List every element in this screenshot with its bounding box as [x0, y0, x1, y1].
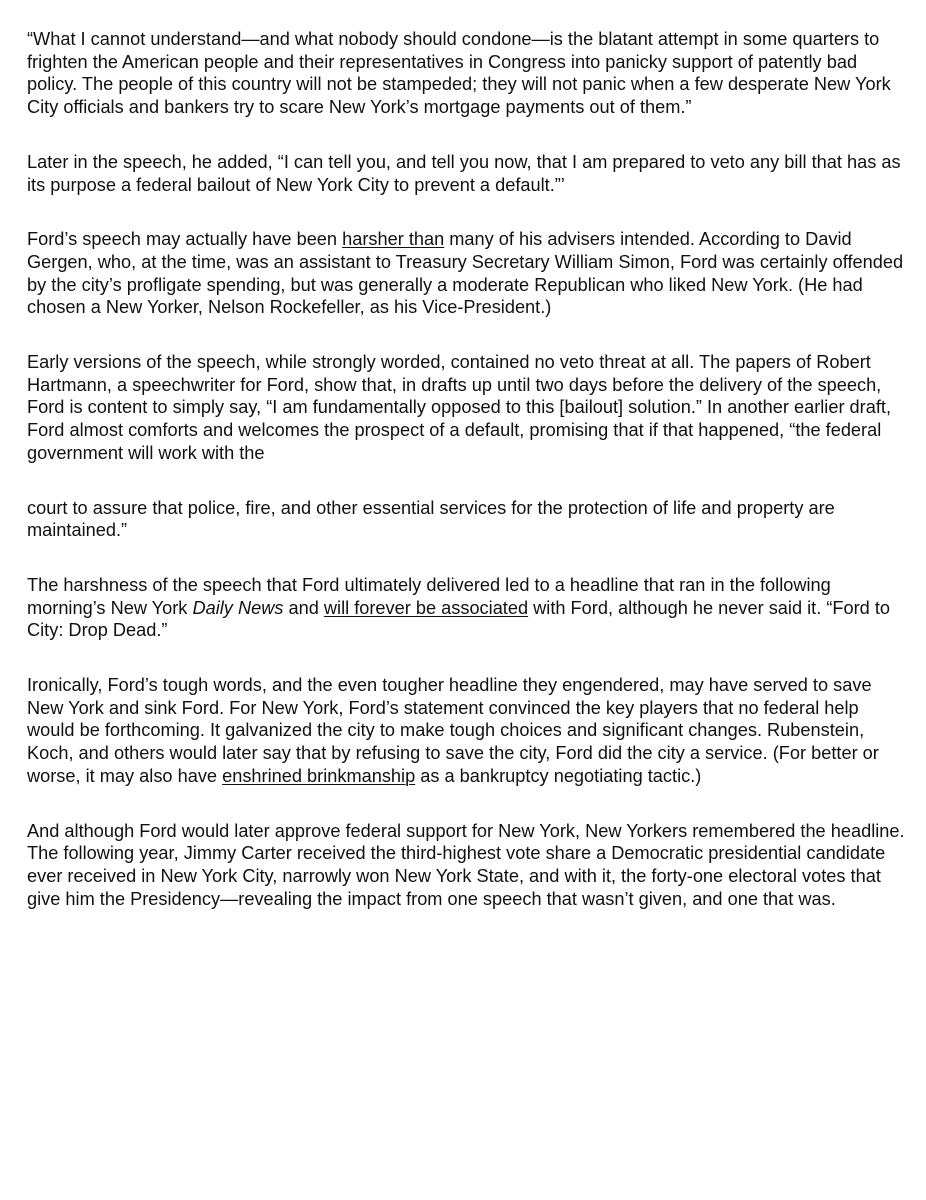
daily-news-title: Daily News — [192, 597, 284, 618]
headline-text-end: with Ford, although he never said it. “Ford to City: Drop Dead.” — [27, 597, 891, 641]
forever-associated-link[interactable]: will forever be associated — [323, 597, 529, 618]
gergen-text-start: Ford’s speech may actually have been — [27, 229, 343, 250]
harsher-than-link[interactable]: harsher than — [342, 229, 445, 250]
enshrined-brinkmanship-link[interactable]: enshrined brinkmanship — [222, 765, 416, 786]
carter-paragraph: And although Ford would later approve federal support for New York, New Yorkers remembered the headline. The following year, Jimmy Carter received the third-highest vote share a Democratic presidential candidate ever received in New York City, narrowly won New York State, and with it, the forty-one electoral votes that give him the Presidency—revealing the impact from one speech that wasn’t given, and one that was. — [27, 820, 905, 909]
veto-quote-paragraph: Later in the speech, he added, “I can tell you, and tell you now, that I am prepared to veto any bill that has as its purpose a federal bailout of New York City to prevent a default.”’ — [27, 151, 901, 195]
early-drafts-paragraph: Early versions of the speech, while strongly worded, contained no veto threat at all. The papers of Robert Hartmann, a speechwriter for Ford, show that, in drafts up until two days before the delivery of the speech, Ford is content to simply say, “I am fundamentally opposed to this [bailout] solution.” In another earlier draft, Ford almost comforts and welcomes the prospect of a default, promising that if that happened, “the federal government will work with the — [27, 352, 892, 463]
draft-continuation-paragraph: court to assure that police, fire, and other essential services for the protection of life and property are maintained.” — [27, 497, 835, 541]
headline-paragraph — [27, 574, 907, 642]
ironically-text-start: Ironically, Ford’s tough words, and the even tougher headline they engendered, may have served to save New York and sink Ford. For New York, Ford’s statement convinced the key players that no federal help would be forthcoming. It galvanized the city to make tough choices and significant changes. Rubenstein, Koch, and others would later say that by refusing to save the city, Ford did the city a service. (For better or worse, it may also have — [27, 675, 879, 786]
headline-text-start: The harshness of the speech that Ford ultimately delivered led to a headline that ran in the following morning’s New York — [27, 574, 831, 618]
headline-text-mid: and — [283, 597, 324, 618]
gergen-paragraph — [27, 228, 907, 319]
gergen-text-end: many of his advisers intended. According to David Gergen, who, at the time, was an assistant to Treasury Secretary William Simon, Ford was certainly offended by the city’s profligate spending, but was generally a moderate Republican who liked New York. (He had chosen a New Yorker, Nelson Rockefeller, as his Vice-President.) — [27, 229, 904, 318]
ironically-text-end: as a bankruptcy negotiating tactic.) — [415, 765, 702, 786]
article-body — [27, 28, 907, 910]
quote-paragraph: “What I cannot understand—and what nobody should condone—is the blatant attempt in some quarters to frighten the American people and their representatives in Congress into panicky support of patently bad policy. The people of this country will not be stampeded; they will not panic when a few desperate New York City officials and bankers try to scare New York’s mortgage payments out of them.” — [27, 29, 891, 118]
ironically-paragraph — [27, 674, 907, 788]
